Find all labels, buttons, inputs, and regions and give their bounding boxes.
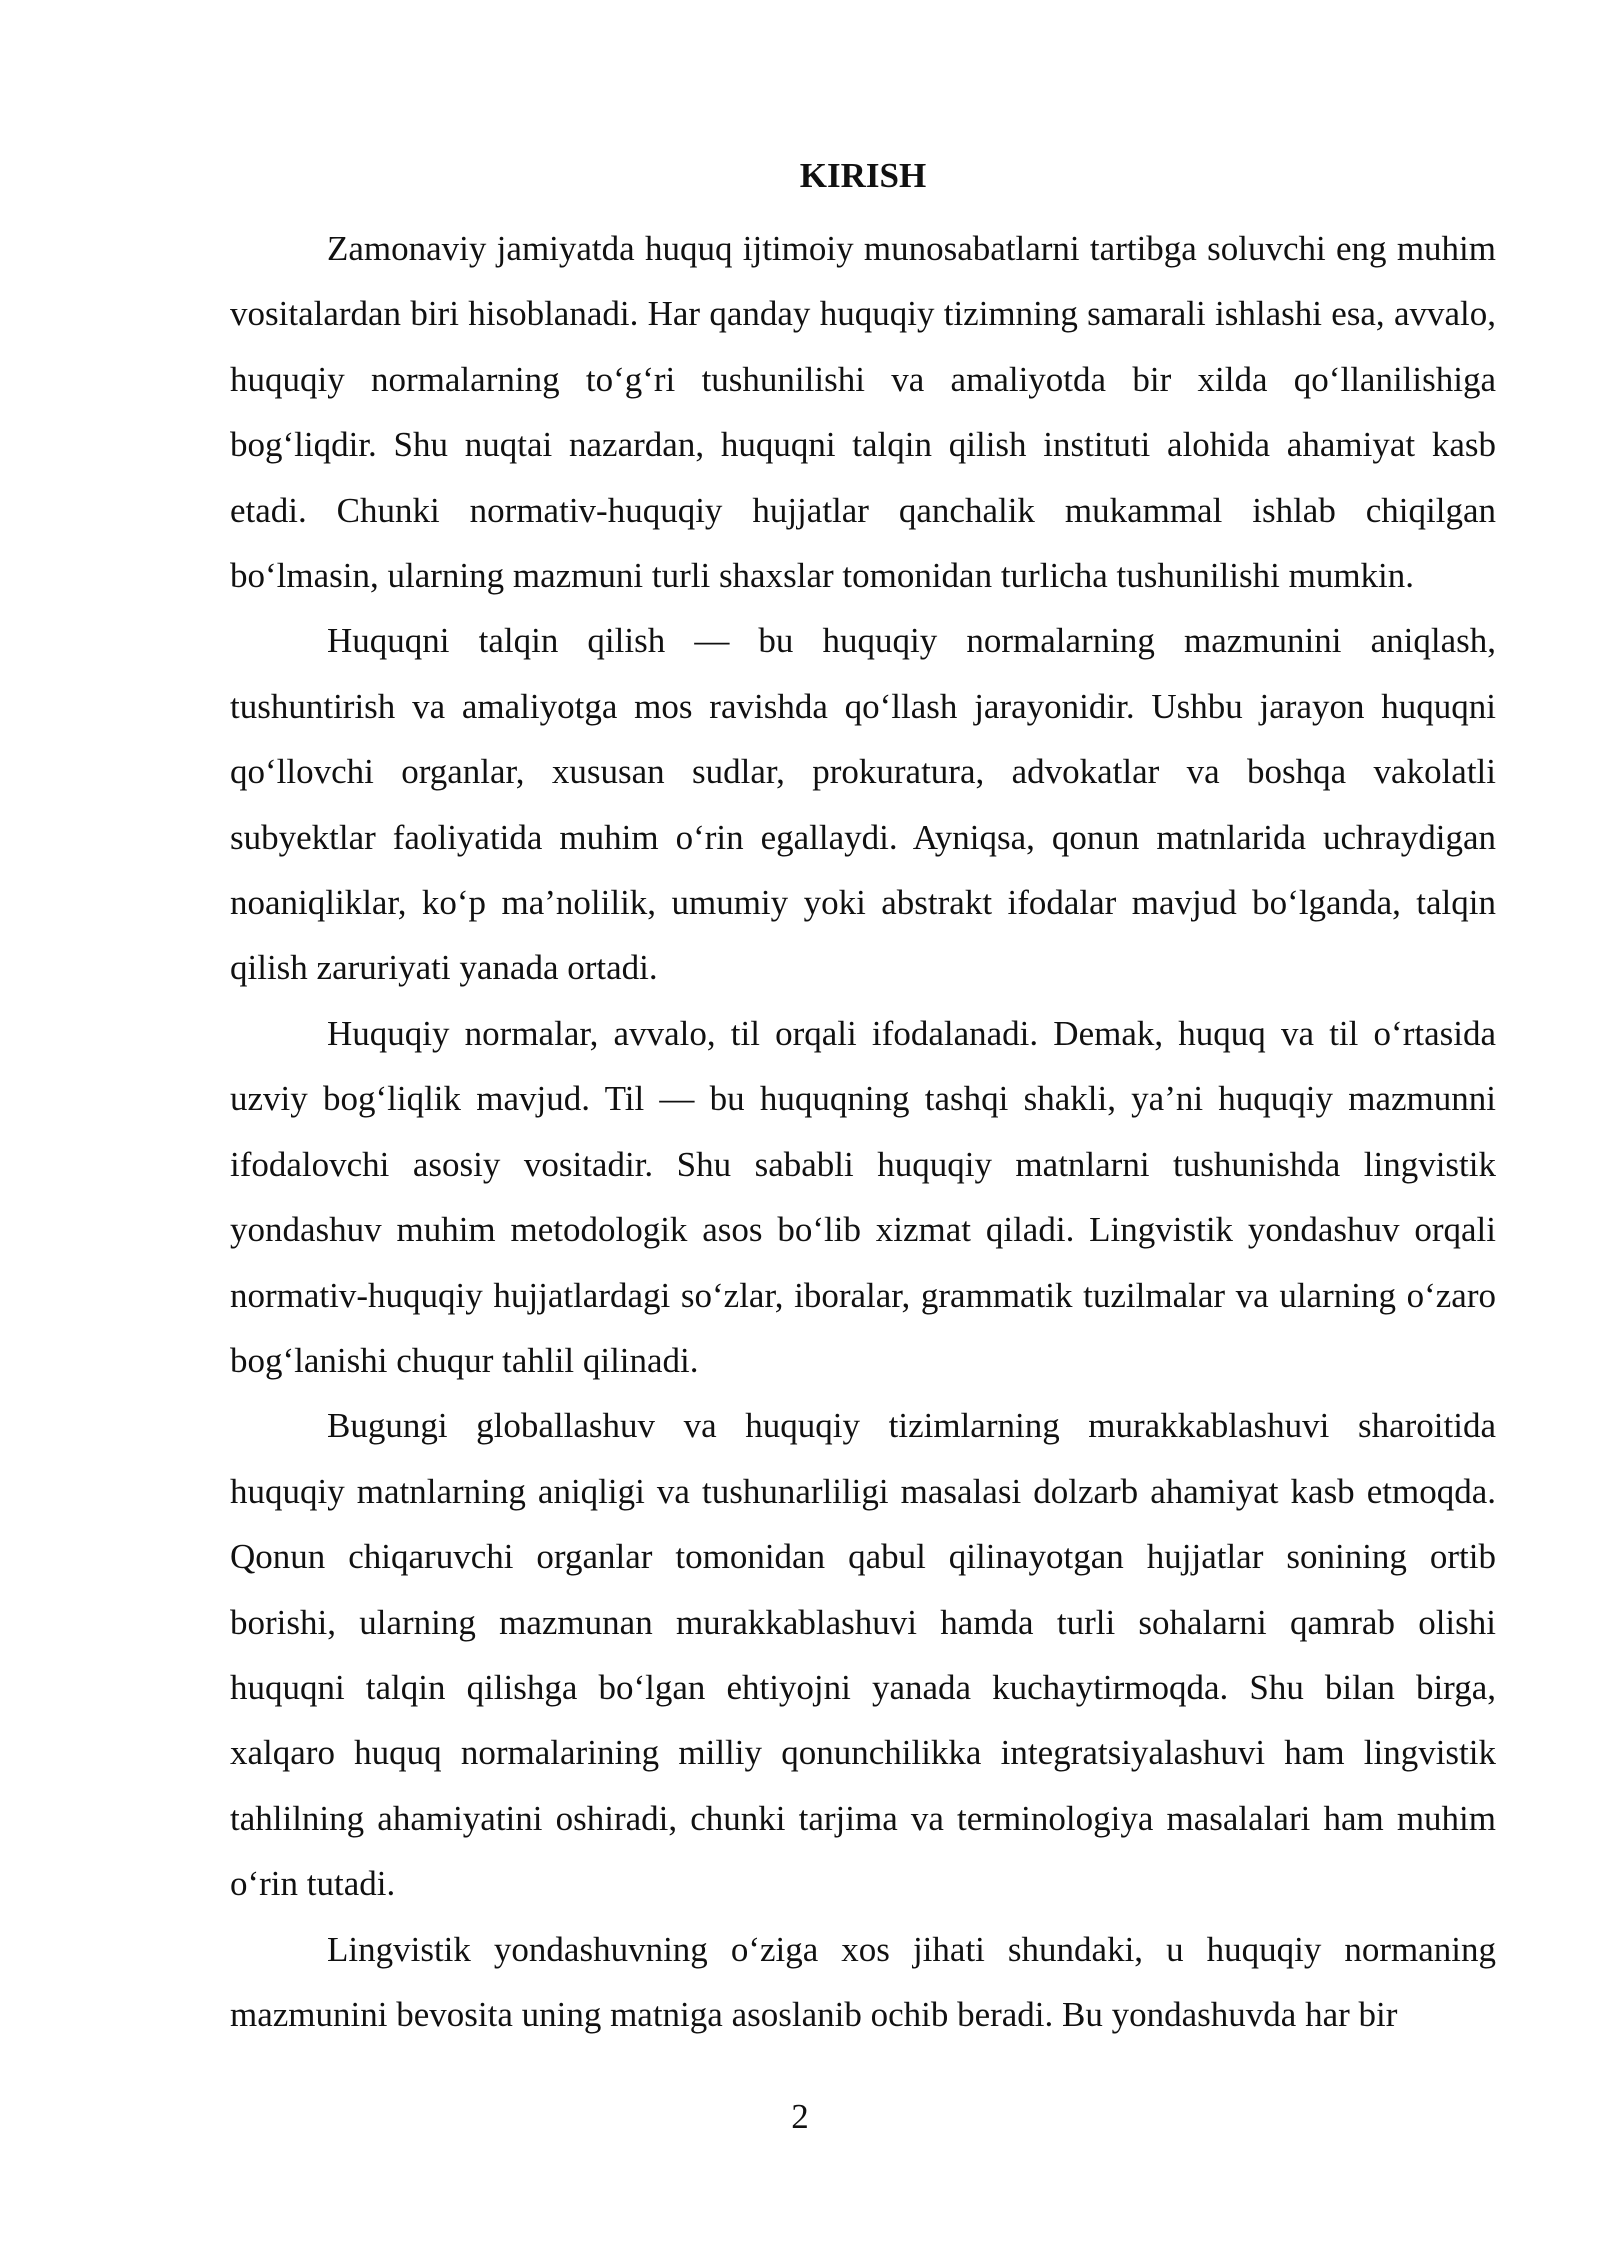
paragraph-4: Bugungi globallashuv va huquqiy tizimlarning murakkablashuvi sharoitida huquqiy matnlarning aniqligi va tushunarliligi masalasi dolzarb ahamiyat kasb etmoqda. Qonun chiqaruvchi organlar tomonidan qabul qilinayotgan hujjatlar sonining ortib borishi, ularning mazmunan murakkablashuvi hamda turli sohalarni qamrab olishi huquqni talqin qilishga bo‘lgan ehtiyojni yanada kuchaytirmoqda. Shu bilan birga, xalqaro huquq normalarining milliy qonunchilikka integratsiyalashuvi ham lingvistik tahlilning ahamiyatini oshiradi, chunki tarjima va terminologiya masalalari ham muhim o‘rin tutadi. bbox=[230, 1406, 1496, 1904]
paragraph-1: Zamonaviy jamiyatda huquq ijtimoiy munosabatlarni tartibga soluvchi eng muhim vositalardan biri hisoblanadi. Har qanday huquqiy tizimning samarali ishlashi esa, avvalo, huquqiy normalarning to‘g‘ri tushunilishi va amaliyotda bir xilda qo‘llanilishiga bog‘liqdir. Shu nuqtai nazardan, huquqni talqin qilish instituti alohida ahamiyat kasb etadi. Chunki normativ-huquqiy hujjatlar qanchalik mukammal ishlab chiqilgan bo‘lmasin, ularning mazmuni turli shaxslar tomonidan turlicha tushunilishi mumkin. bbox=[230, 229, 1496, 596]
document-page bbox=[230, 150, 1496, 2047]
section-heading: KIRISH bbox=[799, 156, 927, 195]
paragraph-5: Lingvistik yondashuvning o‘ziga xos jihati shundaki, u huquqiy normaning mazmunini bevosita uning matniga asoslanib ochib beradi. Bu yondashuvda har bir bbox=[230, 1929, 1496, 2034]
paragraph-2: Huquqni talqin qilish — bu huquqiy normalarning mazmunini aniqlash, tushuntirish va amaliyotga mos ravishda qo‘llash jarayonidir. Ushbu jarayon huquqni qo‘llovchi organlar, xususan sudlar, prokuratura, advokatlar va boshqa vakolatli subyektlar faoliyatida muhim o‘rin egallaydi. Ayniqsa, qonun matnlarida uchraydigan noaniqliklar, ko‘p ma’nolilik, umumiy yoki abstrakt ifodalar mavjud bo‘lganda, talqin qilish zaruriyati yanada ortadi. bbox=[230, 621, 1496, 988]
page-number: 2 bbox=[791, 2097, 809, 2136]
paragraph-3: Huquqiy normalar, avvalo, til orqali ifodalanadi. Demak, huquq va til o‘rtasida uzviy bog‘liqlik mavjud. Til — bu huquqning tashqi shakli, ya’ni huquqiy mazmunni ifodalovchi asosiy vositadir. Shu sababli huquqiy matnlarni tushunishda lingvistik yondashuv muhim metodologik asos bo‘lib xizmat qiladi. Lingvistik yondashuv orqali normativ-huquqiy hujjatlardagi so‘zlar, iboralar, grammatik tuzilmalar va ularning o‘zaro bog‘lanishi chuqur tahlil qilinadi. bbox=[230, 1013, 1496, 1380]
